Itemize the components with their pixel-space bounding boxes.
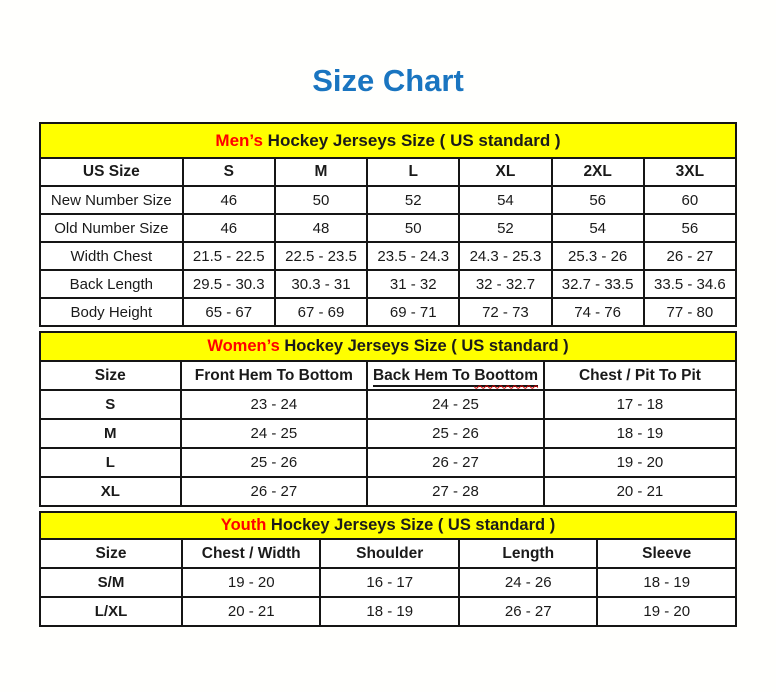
table-cell: 67 - 69 — [275, 298, 367, 326]
table-row — [40, 390, 736, 419]
table-row — [40, 419, 736, 448]
column-header: Chest / Pit To Pit — [544, 361, 736, 390]
column-header: Size — [40, 361, 181, 390]
womens-section-banner — [39, 331, 737, 362]
row-label: L — [40, 448, 181, 477]
table-cell: 50 — [275, 186, 367, 214]
table-cell: 33.5 - 34.6 — [644, 270, 736, 298]
table-row — [40, 186, 736, 214]
column-header: US Size — [40, 158, 183, 186]
table-cell: 46 — [183, 214, 275, 242]
row-label: Back Length — [40, 270, 183, 298]
table-row — [40, 448, 736, 477]
table-cell: 24 - 25 — [181, 419, 368, 448]
row-label: Old Number Size — [40, 214, 183, 242]
table-cell: 77 - 80 — [644, 298, 736, 326]
table-cell: 23.5 - 24.3 — [367, 242, 459, 270]
table-cell: 18 - 19 — [544, 419, 736, 448]
table-cell: 20 - 21 — [544, 477, 736, 506]
table-cell: 18 - 19 — [320, 597, 459, 626]
header-row — [40, 361, 736, 390]
page-title: Size Chart — [312, 63, 464, 98]
row-label: Width Chest — [40, 242, 183, 270]
size-chart — [39, 122, 737, 627]
section-youth-sizes — [39, 511, 737, 627]
womens-banner-text: Hockey Jerseys Size ( US standard ) — [279, 337, 569, 355]
mens-banner-text: Hockey Jerseys Size ( US standard ) — [262, 130, 561, 150]
table-cell: 20 - 21 — [182, 597, 321, 626]
table-row — [40, 477, 736, 506]
column-header — [367, 361, 544, 390]
table-cell: 19 - 20 — [182, 568, 321, 597]
table-cell: 26 - 27 — [181, 477, 368, 506]
row-label: M — [40, 419, 181, 448]
column-header: L — [367, 158, 459, 186]
column-header: Length — [459, 539, 598, 568]
row-label: Body Height — [40, 298, 183, 326]
column-header: M — [275, 158, 367, 186]
column-header: 3XL — [644, 158, 736, 186]
table-cell: 19 - 20 — [544, 448, 736, 477]
row-label: L/XL — [40, 597, 182, 626]
table-cell: 25 - 26 — [181, 448, 368, 477]
table-cell: 56 — [552, 186, 644, 214]
section-mens-sizes — [39, 122, 737, 327]
header-row — [40, 158, 736, 186]
column-header: Size — [40, 539, 182, 568]
mens-size-table — [39, 157, 737, 327]
table-cell: 24 - 26 — [459, 568, 598, 597]
table-cell: 31 - 32 — [367, 270, 459, 298]
table-cell: 48 — [275, 214, 367, 242]
misspelled-word: Boottom — [474, 366, 539, 384]
table-cell: 26 - 27 — [644, 242, 736, 270]
column-header: 2XL — [552, 158, 644, 186]
table-cell: 46 — [183, 186, 275, 214]
table-cell: 18 - 19 — [597, 568, 736, 597]
youth-banner-text: Hockey Jerseys Size ( US standard ) — [266, 516, 556, 534]
table-cell: 32 - 32.7 — [459, 270, 551, 298]
header-row — [40, 539, 736, 568]
table-cell: 26 - 27 — [459, 597, 598, 626]
table-cell: 72 - 73 — [459, 298, 551, 326]
column-header: Chest / Width — [182, 539, 321, 568]
table-cell: 27 - 28 — [367, 477, 544, 506]
table-cell: 29.5 - 30.3 — [183, 270, 275, 298]
underlined-header-phrase — [373, 367, 538, 387]
youth-banner-highlight: Youth — [220, 516, 267, 534]
table-cell: 17 - 18 — [544, 390, 736, 419]
table-cell: 22.5 - 23.5 — [275, 242, 367, 270]
table-cell: 21.5 - 22.5 — [183, 242, 275, 270]
youth-section-banner — [39, 511, 737, 540]
table-cell: 50 — [367, 214, 459, 242]
table-cell: 54 — [552, 214, 644, 242]
mens-banner-highlight: Men’s — [215, 130, 263, 150]
table-row — [40, 298, 736, 326]
womens-size-table — [39, 360, 737, 507]
table-cell: 60 — [644, 186, 736, 214]
table-row — [40, 597, 736, 626]
column-header: XL — [459, 158, 551, 186]
row-label: S — [40, 390, 181, 419]
mens-section-banner — [39, 122, 737, 159]
column-header: Shoulder — [320, 539, 459, 568]
table-cell: 24 - 25 — [367, 390, 544, 419]
table-cell: 16 - 17 — [320, 568, 459, 597]
table-row — [40, 214, 736, 242]
section-womens-sizes — [39, 331, 737, 507]
column-header: S — [183, 158, 275, 186]
table-row — [40, 270, 736, 298]
table-cell: 26 - 27 — [367, 448, 544, 477]
table-cell: 19 - 20 — [597, 597, 736, 626]
table-cell: 23 - 24 — [181, 390, 368, 419]
youth-size-table — [39, 538, 737, 627]
table-row — [40, 242, 736, 270]
table-cell: 65 - 67 — [183, 298, 275, 326]
table-row — [40, 568, 736, 597]
table-cell: 25 - 26 — [367, 419, 544, 448]
womens-banner-highlight: Women’s — [207, 337, 280, 355]
row-label: S/M — [40, 568, 182, 597]
table-cell: 74 - 76 — [552, 298, 644, 326]
row-label: XL — [40, 477, 181, 506]
header-text: Back Hem To — [372, 366, 475, 384]
column-header: Front Hem To Bottom — [181, 361, 368, 390]
table-cell: 56 — [644, 214, 736, 242]
column-header: Sleeve — [597, 539, 736, 568]
table-cell: 32.7 - 33.5 — [552, 270, 644, 298]
table-cell: 24.3 - 25.3 — [459, 242, 551, 270]
table-cell: 69 - 71 — [367, 298, 459, 326]
table-cell: 52 — [367, 186, 459, 214]
table-cell: 54 — [459, 186, 551, 214]
table-cell: 30.3 - 31 — [275, 270, 367, 298]
row-label: New Number Size — [40, 186, 183, 214]
table-cell: 52 — [459, 214, 551, 242]
table-cell: 25.3 - 26 — [552, 242, 644, 270]
